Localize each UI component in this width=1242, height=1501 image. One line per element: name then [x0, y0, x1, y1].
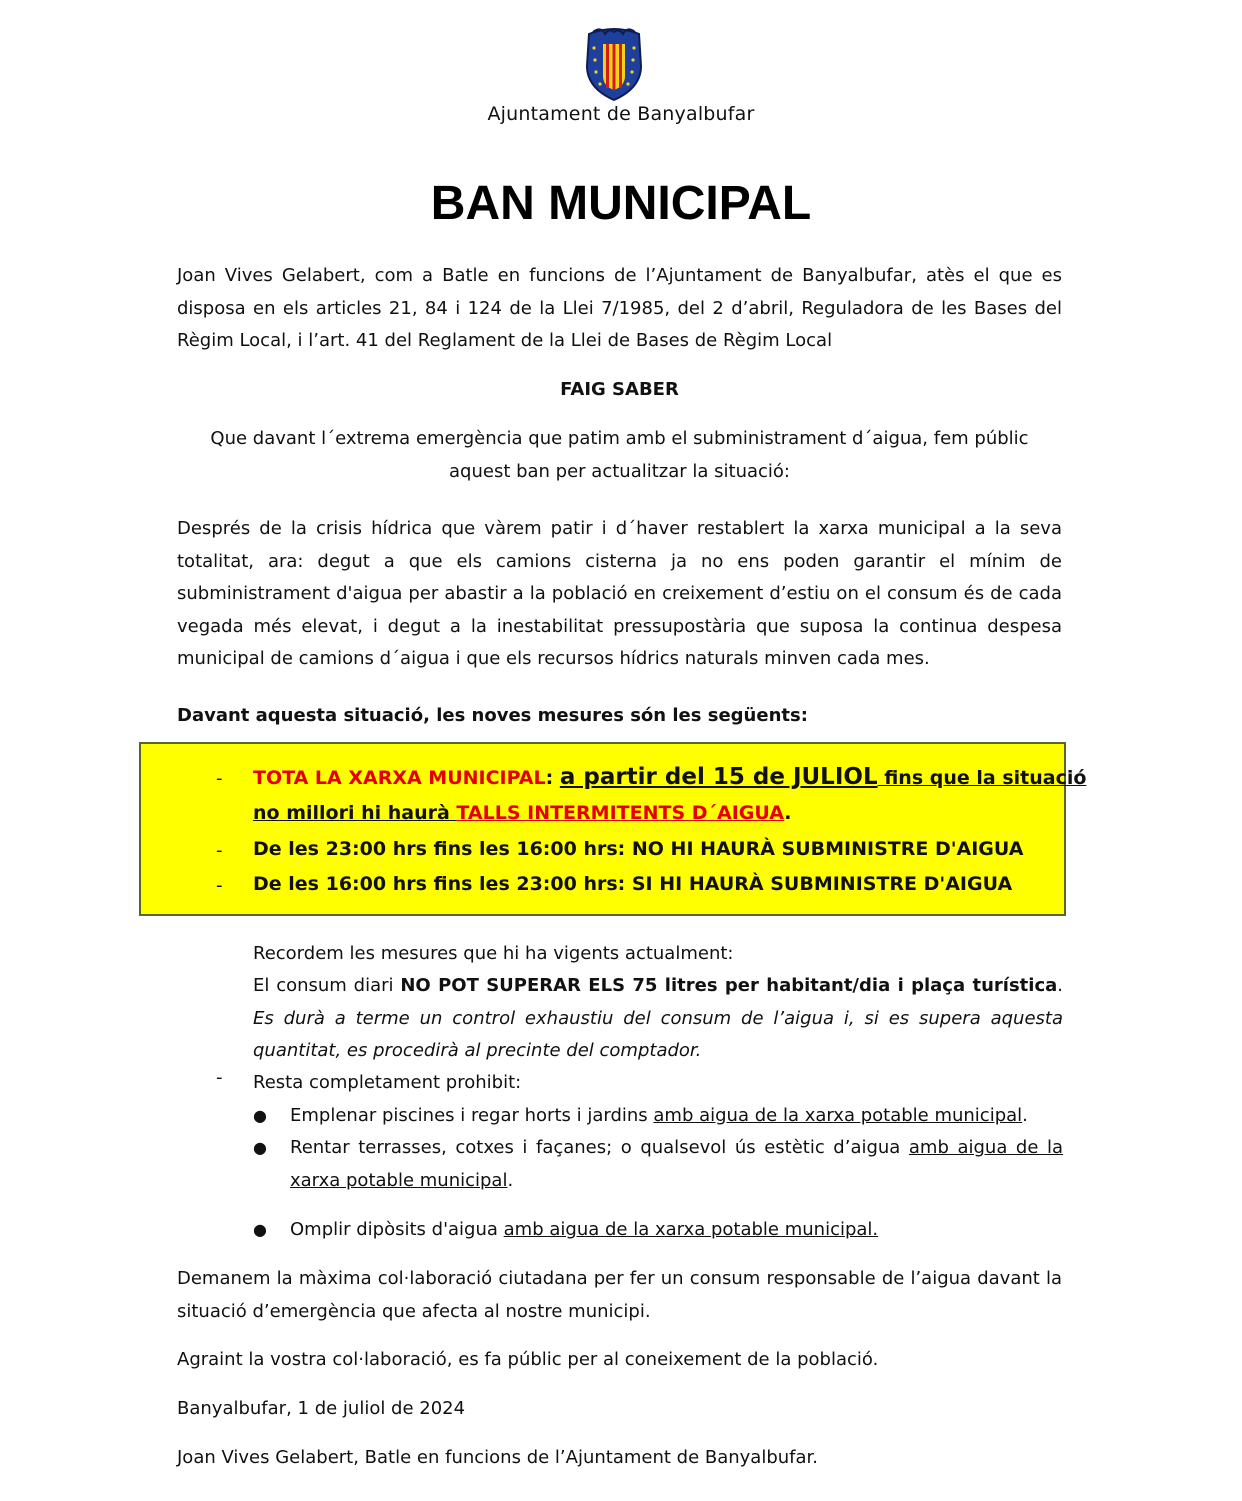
measure-item-network-cont [253, 802, 1063, 824]
pools-underline: amb aigua de la xarxa potable municipal [653, 1105, 1023, 1126]
prohibited-item-washing [290, 1132, 1063, 1197]
date-line: Banyalbufar, 1 de juliol de 2024 [177, 1398, 466, 1419]
washing-end: . [507, 1169, 514, 1191]
washing-underline: amb aigua de la xarxa potable municipal [290, 1137, 1063, 1191]
cuts-label: TALLS INTERMITENTS D´AIGUA [456, 802, 785, 824]
dash-marker: - [216, 768, 223, 789]
current-measures-intro: Recordem les mesures que hi ha vigents actualment: [253, 943, 734, 964]
network-end: . [784, 802, 792, 824]
faig-saber-heading: FAIG SABER [560, 379, 679, 400]
collaboration-paragraph: Demanem la màxima col·laboració ciutadana per fer un consum responsable de l’aigua davant la situació d’emergència que afecta al nostre municipi. [177, 1268, 1062, 1322]
network-colon: : [545, 767, 560, 789]
intro-paragraph: Joan Vives Gelabert, com a Batle en funcions de l’Ajuntament de Banyalbufar, atès el que es disposa en els articles 21, 84 i 124 de la Llei 7/1985, del 2 d’abril, Reguladora de les Bases del Règim Local, i l’art. 41 del Reglament de la Llei de Bases de Règim Local [177, 265, 1062, 351]
consumption-dot: . [1057, 975, 1063, 996]
bullet-icon: ● [253, 1138, 267, 1157]
prohibited-item-tanks [290, 1214, 1063, 1247]
pools-end: . [1022, 1105, 1028, 1126]
dash-marker: - [216, 1067, 223, 1088]
dash-marker: - [216, 840, 223, 861]
start-date: a partir del 15 de JULIOL [559, 764, 878, 790]
coat-of-arms-logo [583, 26, 645, 102]
network-text-2: no millori hi haurà [253, 802, 457, 824]
prohibited-item-pools [290, 1100, 1063, 1133]
consumption-text: El consum diari [253, 975, 401, 996]
measure-item-no-supply: De les 23:00 hrs fins les 16:00 hrs: NO HI HAURÀ SUBMINISTRE D'AIGUA [253, 838, 1024, 860]
consumption-limit [253, 970, 1063, 1068]
tanks-underline: amb aigua de la xarxa potable municipal. [503, 1219, 879, 1240]
dash-marker: - [216, 875, 223, 896]
page-title: BAN MUNICIPAL [430, 177, 812, 230]
pools-text: Emplenar piscines i regar horts i jardins [290, 1105, 654, 1126]
washing-text: Rentar terrasses, cotxes i façanes; o qualsevol ús estètic d’aigua [290, 1137, 909, 1158]
organization-name: Ajuntament de Banyalbufar [487, 103, 755, 125]
network-text-1: fins que la situació [877, 767, 1087, 789]
consumption-limit-bold: NO POT SUPERAR ELS 75 litres per habitant/dia i plaça turística [400, 975, 1058, 996]
bullet-icon: ● [253, 1220, 267, 1239]
bullet-icon: ● [253, 1106, 267, 1125]
measure-item-supply: De les 16:00 hrs fins les 23:00 hrs: SI HI HAURÀ SUBMINISTRE D'AIGUA [253, 873, 1013, 895]
measures-heading: Davant aquesta situació, les noves mesures són les següents: [177, 705, 808, 726]
purpose-line-1: Que davant l´extrema emergència que patim amb el subministrament d´aigua, fem públic [210, 428, 1029, 449]
prohibited-heading: Resta completament prohibit: [253, 1072, 522, 1093]
signature-line: Joan Vives Gelabert, Batle en funcions de l’Ajuntament de Banyalbufar. [177, 1447, 819, 1468]
tanks-text: Omplir dipòsits d'aigua [290, 1219, 504, 1240]
control-notice: Es durà a terme un control exhaustiu del consum de l’aigua i, si es supera aquesta quantitat, es procedirà al precinte del comptador. [253, 1007, 1063, 1061]
context-paragraph: Després de la crisis hídrica que vàrem patir i d´haver restablert la xarxa municipal a la seva totalitat, ara: degut a que els camions cisterna ja no ens poden garantir el mínim de subministrament d'aigua per abastir a la població en creixement d’estiu on el consum és de cada vegada més elevat, i degut a la inestabilitat pressupostària que suposa la continua despesa municipal de camions d´aigua i que els recursos hídrics naturals minven cada mes. [177, 518, 1062, 669]
purpose-line-2: aquest ban per actualitzar la situació: [449, 461, 790, 482]
measure-item-network [253, 764, 1087, 790]
thanks-paragraph: Agraint la vostra col·laboració, es fa públic per al coneixement de la població. [177, 1349, 879, 1370]
network-label: TOTA LA XARXA MUNICIPAL [253, 767, 546, 789]
